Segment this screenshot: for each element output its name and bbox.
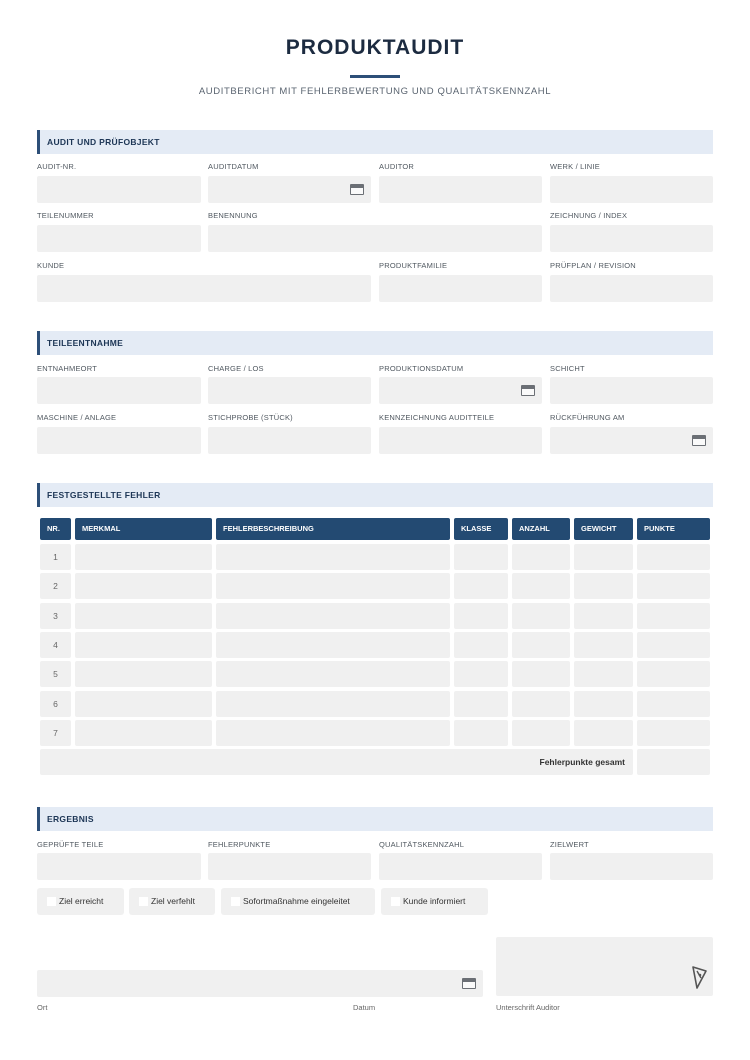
page-subtitle: AUDITBERICHT MIT FEHLERBEWERTUNG UND QUALITÄTSKENNZAHL xyxy=(198,86,552,97)
table-cell-anzahl[interactable] xyxy=(512,691,570,717)
table-cell-punkte[interactable] xyxy=(637,573,710,599)
table-cell-klasse[interactable] xyxy=(454,603,508,629)
signature-pen-icon xyxy=(689,964,709,990)
table-cell-gewicht[interactable] xyxy=(574,632,633,658)
checkbox-sofortmassnahme[interactable] xyxy=(221,888,375,915)
table-cell-anzahl[interactable] xyxy=(512,632,570,658)
rueckfuehrung-field[interactable] xyxy=(550,427,713,454)
checkbox-box[interactable] xyxy=(231,897,240,906)
label-benennung: BENENNUNG xyxy=(208,211,258,220)
table-cell-merkmal[interactable] xyxy=(75,691,212,717)
table-cell-klasse[interactable] xyxy=(454,691,508,717)
table-cell-punkte[interactable] xyxy=(637,632,710,658)
table-cell-nr: 4 xyxy=(40,632,71,658)
table-cell-punkte[interactable] xyxy=(637,603,710,629)
table-cell-anzahl[interactable] xyxy=(512,603,570,629)
produktfamilie-field[interactable] xyxy=(379,275,542,302)
label-auditor: AUDITOR xyxy=(379,162,415,171)
qualitaetskennzahl-field[interactable] xyxy=(379,853,542,880)
table-cell-fehlerbeschreibung[interactable] xyxy=(216,573,450,599)
section-heading-audit: AUDIT UND PRÜFOBJEKT xyxy=(37,130,713,154)
checkbox-label: Ziel verfehlt xyxy=(151,896,195,906)
fehlerpunkte-gesamt-field[interactable] xyxy=(637,749,710,775)
charge-los-field[interactable] xyxy=(208,377,371,404)
zielwert-field[interactable] xyxy=(550,853,713,880)
column-header-gewicht: GEWICHT xyxy=(574,518,633,540)
ort-field[interactable] xyxy=(37,970,369,997)
checkbox-label: Kunde informiert xyxy=(403,896,466,906)
table-cell-merkmal[interactable] xyxy=(75,661,212,687)
title-divider xyxy=(350,75,400,78)
checkbox-kunde-informiert[interactable] xyxy=(381,888,488,915)
kennzeichnung-field[interactable] xyxy=(379,427,542,454)
table-cell-merkmal[interactable] xyxy=(75,573,212,599)
table-cell-anzahl[interactable] xyxy=(512,720,570,746)
column-header-punkte: PUNKTE xyxy=(637,518,710,540)
label-datum: Datum xyxy=(353,1003,376,1012)
kunde-field[interactable] xyxy=(37,275,371,302)
label-fehlerpunkte: FEHLERPUNKTE xyxy=(208,840,271,849)
table-cell-gewicht[interactable] xyxy=(574,661,633,687)
label-produktionsdatum: PRODUKTIONSDATUM xyxy=(379,364,464,373)
label-ort: Ort xyxy=(37,1003,48,1012)
label-audit-nr: AUDIT-NR. xyxy=(37,162,77,171)
checkbox-label: Ziel erreicht xyxy=(59,896,104,906)
table-cell-punkte[interactable] xyxy=(637,691,710,717)
table-cell-punkte[interactable] xyxy=(637,720,710,746)
section-heading-fehler: FESTGESTELLTE FEHLER xyxy=(37,483,713,507)
auditor-field[interactable] xyxy=(379,176,542,203)
calendar-icon[interactable] xyxy=(521,385,535,396)
fehlerpunkte-field[interactable] xyxy=(208,853,371,880)
label-gepruefte-teile: GEPRÜFTE TEILE xyxy=(37,840,104,849)
maschine-anlage-field[interactable] xyxy=(37,427,201,454)
column-header-klasse: KLASSE xyxy=(454,518,508,540)
table-cell-gewicht[interactable] xyxy=(574,603,633,629)
column-header-nr: NR. xyxy=(40,518,71,540)
column-header-fehlerbeschreibung: FEHLERBESCHREIBUNG xyxy=(216,518,450,540)
datum-field[interactable] xyxy=(353,970,483,997)
table-cell-punkte[interactable] xyxy=(637,661,710,687)
calendar-icon[interactable] xyxy=(692,435,706,446)
table-cell-klasse[interactable] xyxy=(454,573,508,599)
column-header-merkmal: MERKMAL xyxy=(75,518,212,540)
zeichnung-index-field[interactable] xyxy=(550,225,713,252)
label-stichprobe: STICHPROBE (STÜCK) xyxy=(208,413,293,422)
table-cell-gewicht[interactable] xyxy=(574,544,633,570)
table-cell-nr: 7 xyxy=(40,720,71,746)
table-cell-fehlerbeschreibung[interactable] xyxy=(216,691,450,717)
checkbox-ziel-erreicht[interactable] xyxy=(37,888,124,915)
signature-field[interactable] xyxy=(496,937,713,996)
section-heading-teileentnahme: TEILEENTNAHME xyxy=(37,331,713,355)
schicht-field[interactable] xyxy=(550,377,713,404)
werk-linie-field[interactable] xyxy=(550,176,713,203)
table-cell-fehlerbeschreibung[interactable] xyxy=(216,720,450,746)
label-auditdatum: AUDITDATUM xyxy=(208,162,259,171)
table-cell-anzahl[interactable] xyxy=(512,661,570,687)
table-cell-nr: 6 xyxy=(40,691,71,717)
table-cell-gewicht[interactable] xyxy=(574,691,633,717)
checkbox-ziel-verfehlt[interactable] xyxy=(129,888,215,915)
label-teilenummer: TEILENUMMER xyxy=(37,211,94,220)
label-schicht: SCHICHT xyxy=(550,364,585,373)
label-qualitaetskennzahl: QUALITÄTSKENNZAHL xyxy=(379,840,465,849)
produktionsdatum-field[interactable] xyxy=(379,377,542,404)
table-cell-fehlerbeschreibung[interactable] xyxy=(216,544,450,570)
label-werk-linie: WERK / LINIE xyxy=(550,162,600,171)
label-rueckfuehrung: RÜCKFÜHRUNG AM xyxy=(550,413,625,422)
table-cell-punkte[interactable] xyxy=(637,544,710,570)
table-cell-merkmal[interactable] xyxy=(75,632,212,658)
table-cell-merkmal[interactable] xyxy=(75,603,212,629)
calendar-icon[interactable] xyxy=(350,184,364,195)
teilenummer-field[interactable] xyxy=(37,225,201,252)
table-cell-klasse[interactable] xyxy=(454,661,508,687)
table-cell-nr: 3 xyxy=(40,603,71,629)
label-unterschrift: Unterschrift Auditor xyxy=(496,1003,560,1012)
label-produktfamilie: PRODUKTFAMILIE xyxy=(379,261,448,270)
table-cell-fehlerbeschreibung[interactable] xyxy=(216,603,450,629)
checkbox-box[interactable] xyxy=(139,897,148,906)
table-cell-klasse[interactable] xyxy=(454,544,508,570)
label-pruefplan: PRÜFPLAN / REVISION xyxy=(550,261,636,270)
label-maschine-anlage: MASCHINE / ANLAGE xyxy=(37,413,117,422)
table-cell-gewicht[interactable] xyxy=(574,573,633,599)
calendar-icon[interactable] xyxy=(462,978,476,989)
table-cell-nr: 2 xyxy=(40,573,71,599)
label-zeichnung-index: ZEICHNUNG / INDEX xyxy=(550,211,628,220)
table-cell-klasse[interactable] xyxy=(454,632,508,658)
stichprobe-field[interactable] xyxy=(208,427,371,454)
audit-nr-field[interactable] xyxy=(37,176,201,203)
table-cell-fehlerbeschreibung[interactable] xyxy=(216,661,450,687)
table-cell-anzahl[interactable] xyxy=(512,573,570,599)
page-title: PRODUKTAUDIT xyxy=(285,36,465,59)
label-charge-los: CHARGE / LOS xyxy=(208,364,264,373)
auditdatum-field[interactable] xyxy=(208,176,371,203)
table-cell-gewicht[interactable] xyxy=(574,720,633,746)
table-cell-fehlerbeschreibung[interactable] xyxy=(216,632,450,658)
label-kennzeichnung: KENNZEICHNUNG AUDITTEILE xyxy=(379,413,495,422)
table-cell-merkmal[interactable] xyxy=(75,720,212,746)
table-cell-merkmal[interactable] xyxy=(75,544,212,570)
column-header-anzahl: ANZAHL xyxy=(512,518,570,540)
checkbox-label: Sofortmaßnahme eingeleitet xyxy=(243,896,350,906)
label-kunde: KUNDE xyxy=(37,261,65,270)
checkbox-box[interactable] xyxy=(47,897,56,906)
gepruefte-teile-field[interactable] xyxy=(37,853,201,880)
fehlerpunkte-gesamt-label: Fehlerpunkte gesamt xyxy=(40,749,633,775)
benennung-field[interactable] xyxy=(208,225,542,252)
section-heading-ergebnis: ERGEBNIS xyxy=(37,807,713,831)
table-cell-anzahl[interactable] xyxy=(512,544,570,570)
table-cell-nr: 1 xyxy=(40,544,71,570)
table-cell-klasse[interactable] xyxy=(454,720,508,746)
label-entnahmeort: ENTNAHMEORT xyxy=(37,364,97,373)
entnahmeort-field[interactable] xyxy=(37,377,201,404)
checkbox-box[interactable] xyxy=(391,897,400,906)
table-cell-nr: 5 xyxy=(40,661,71,687)
label-zielwert: ZIELWERT xyxy=(550,840,589,849)
pruefplan-field[interactable] xyxy=(550,275,713,302)
